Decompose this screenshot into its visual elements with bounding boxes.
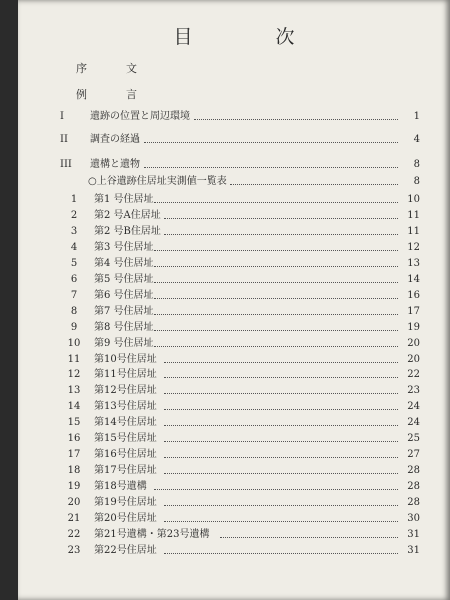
toc-label: 第15号住居址 <box>94 433 157 445</box>
notes-heading: 例 言 <box>76 88 151 101</box>
leader-dots <box>154 346 398 347</box>
leader-dots <box>164 234 398 235</box>
toc-label: 第18号遺構 <box>94 481 147 493</box>
toc-page-number: 24 <box>407 417 420 429</box>
toc-label: 第20号住居址 <box>94 513 157 524</box>
toc-page-number: 4 <box>413 134 420 145</box>
toc-page-number: 28 <box>407 481 420 493</box>
toc-label: 第21号遺構・第23号遺構 <box>94 528 210 540</box>
toc-label: 第17号住居址 <box>94 465 157 477</box>
leader-dots <box>164 377 398 378</box>
toc-number: 15 <box>67 417 81 429</box>
toc-number: 2 <box>70 209 78 221</box>
leader-dots <box>154 250 398 251</box>
leader-dots <box>154 266 398 267</box>
toc-label: 第10号住居址 <box>94 353 157 365</box>
toc-entry-row <box>18 241 450 255</box>
toc-number: 14 <box>67 401 81 413</box>
toc-number: 18 <box>67 465 81 477</box>
leader-dots <box>144 142 398 143</box>
leader-dots <box>164 457 398 458</box>
toc-number: 12 <box>67 369 81 381</box>
toc-number: 21 <box>67 513 81 524</box>
toc-entry-row <box>18 225 450 239</box>
toc-entry-row <box>18 337 450 351</box>
leader-dots <box>154 314 398 315</box>
leader-dots <box>194 119 398 120</box>
leader-dots <box>164 553 398 554</box>
leader-dots <box>144 167 398 168</box>
toc-entry-row <box>18 544 450 558</box>
toc-page-number: 31 <box>407 528 420 540</box>
toc-label: 第14号住居址 <box>94 417 157 429</box>
toc-number: 22 <box>67 528 81 540</box>
toc-number: I <box>60 111 64 122</box>
toc-page-number: 13 <box>407 257 420 269</box>
toc-entry-row <box>18 480 450 494</box>
toc-label: 第11号住居址 <box>94 369 157 381</box>
toc-entry-row <box>18 305 450 319</box>
toc-entry-row <box>18 512 450 526</box>
leader-dots <box>154 298 398 299</box>
toc-label: 第16号住居址 <box>94 449 157 461</box>
toc-label: 第5 号住居址 <box>94 273 154 285</box>
leader-dots <box>230 184 398 185</box>
toc-number: 13 <box>67 385 81 397</box>
toc-label: 第4 号住居址 <box>94 257 154 269</box>
leader-dots <box>164 521 398 522</box>
leader-dots <box>154 282 398 283</box>
toc-number: 19 <box>67 481 81 493</box>
toc-label: 第1 号住居址 <box>94 194 154 205</box>
leader-dots <box>164 473 398 474</box>
toc-label: 第12号住居址 <box>94 385 157 397</box>
toc-page-number: 22 <box>407 369 420 381</box>
toc-entry-row <box>18 368 450 382</box>
toc-subheading-row <box>18 175 450 189</box>
toc-number: 16 <box>67 433 81 445</box>
toc-entry-row <box>18 321 450 335</box>
toc-page-number: 19 <box>407 321 420 333</box>
toc-entry-row <box>18 193 450 207</box>
preface-heading: 序 文 <box>76 62 151 75</box>
toc-page-number: 8 <box>413 176 420 187</box>
toc-page-number: 14 <box>407 273 420 285</box>
toc-entry-row <box>18 353 450 367</box>
toc-entry-row <box>18 273 450 287</box>
toc-page-number: 27 <box>407 449 420 461</box>
toc-number: 11 <box>67 353 81 365</box>
leader-dots <box>164 362 398 363</box>
toc-entry-row <box>18 432 450 446</box>
toc-entry-row <box>18 257 450 271</box>
toc-number: 6 <box>70 273 78 285</box>
toc-number: II <box>60 134 68 145</box>
toc-number: 5 <box>70 257 78 269</box>
toc-page-number: 28 <box>407 497 420 509</box>
toc-label: 第22号住居址 <box>94 544 157 556</box>
toc-section-row <box>18 158 450 172</box>
toc-number: 1 <box>70 194 78 205</box>
leader-dots <box>164 505 398 506</box>
toc-page-number: 20 <box>407 353 420 365</box>
toc-number: 7 <box>70 289 78 301</box>
toc-entry-row <box>18 384 450 398</box>
toc-page-number: 11 <box>407 225 420 237</box>
toc-label: 第19号住居址 <box>94 497 157 509</box>
toc-page-number: 25 <box>407 433 420 445</box>
toc-page-number: 1 <box>413 111 420 122</box>
page-title: 目 次 <box>173 26 327 48</box>
toc-page-number: 30 <box>407 513 420 524</box>
leader-dots <box>220 537 398 538</box>
toc-label: 第6 号住居址 <box>94 289 154 301</box>
toc-page-number: 16 <box>407 289 420 301</box>
toc-number: 17 <box>67 449 81 461</box>
toc-page-number: 20 <box>407 337 420 349</box>
toc-label: 第7 号住居址 <box>94 305 154 317</box>
toc-number: 10 <box>67 337 81 349</box>
toc-label: ○上谷遺跡住居址実測値一覧表 <box>88 176 227 187</box>
toc-label: 第8 号住居址 <box>94 321 154 333</box>
leader-dots <box>154 489 398 490</box>
toc-page-number: 31 <box>407 544 420 556</box>
toc-label: 第2 号A住居址 <box>94 209 161 221</box>
toc-section-row <box>18 110 450 124</box>
toc-entry-row <box>18 464 450 478</box>
leader-dots <box>164 409 398 410</box>
toc-number: 4 <box>70 241 78 253</box>
toc-page-number: 17 <box>407 305 420 317</box>
toc-entry-row <box>18 448 450 462</box>
toc-page-number: 28 <box>407 465 420 477</box>
toc-label: 第3 号住居址 <box>94 241 154 253</box>
toc-number: 20 <box>67 497 81 509</box>
leader-dots <box>154 202 398 203</box>
toc-label: 調査の経過 <box>90 134 140 145</box>
toc-page-number: 12 <box>407 241 420 253</box>
toc-entry-row <box>18 289 450 303</box>
toc-label: 遺跡の位置と周辺環境 <box>90 111 190 122</box>
toc-entry-row <box>18 528 450 542</box>
toc-entry-row <box>18 209 450 223</box>
toc-entry-row <box>18 416 450 430</box>
toc-page-number: 24 <box>407 401 420 413</box>
toc-label: 第9 号住居址 <box>94 337 154 349</box>
toc-number: 8 <box>70 305 78 317</box>
leader-dots <box>164 425 398 426</box>
toc-section-row <box>18 133 450 147</box>
toc-page-number: 11 <box>407 209 420 221</box>
toc-number: 9 <box>70 321 78 333</box>
toc-entry-row <box>18 400 450 414</box>
toc-number: III <box>60 159 72 170</box>
toc-number: 3 <box>70 225 78 237</box>
toc-page <box>18 0 450 600</box>
toc-label: 遺構と遺物 <box>90 159 140 170</box>
toc-page-number: 23 <box>407 385 420 397</box>
toc-number: 23 <box>67 544 81 556</box>
leader-dots <box>154 330 398 331</box>
toc-page-number: 10 <box>407 194 420 205</box>
toc-label: 第13号住居址 <box>94 401 157 413</box>
leader-dots <box>164 393 398 394</box>
toc-page-number: 8 <box>413 159 420 170</box>
toc-label: 第2 号B住居址 <box>94 225 161 237</box>
leader-dots <box>164 218 398 219</box>
toc-entry-row <box>18 496 450 510</box>
leader-dots <box>164 441 398 442</box>
